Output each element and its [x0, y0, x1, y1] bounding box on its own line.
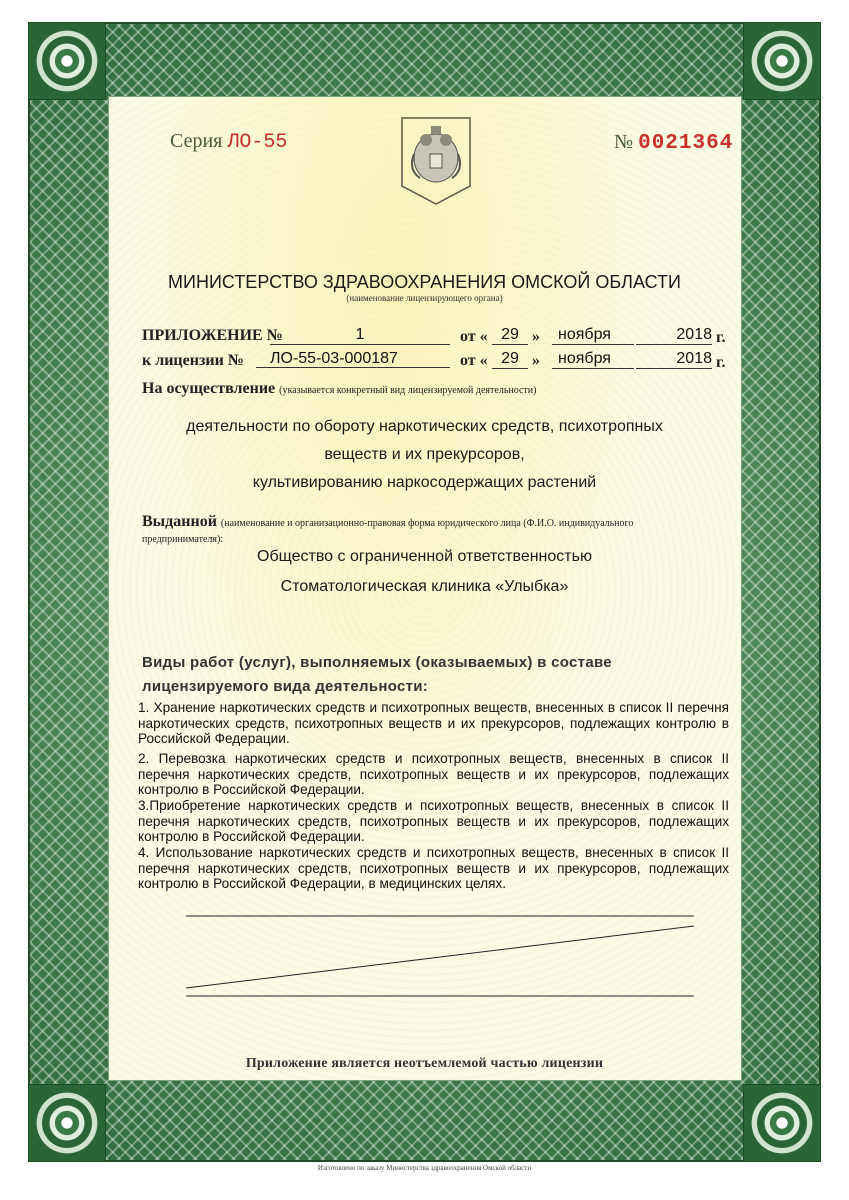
activity-line-1: деятельности по обороту наркотических средств, психотропных	[186, 418, 663, 435]
works-item-4: 4. Использование наркотических средств и психотропных веществ, внесенных в список II перечня наркотических средств, психотропных веществ и их прекурсоров, подлежащих контролю в Российской Федерации, в медицинских целях.	[138, 845, 729, 892]
license-from-label: от «	[460, 352, 488, 369]
corner-rosette-top-left	[28, 22, 106, 100]
issued-label: Выданной	[142, 513, 217, 530]
works-item-1: 1. Хранение наркотических средств и психотропных веществ, внесенных в список II перечня наркотических средств, психотропных веществ и их прекурсоров, подлежащих контролю в Российской Федерации.	[138, 700, 729, 747]
license-number: ЛО-55-03-000187	[256, 350, 450, 368]
document-number: 0021364	[638, 132, 734, 155]
activity-heading	[142, 380, 536, 398]
corner-rosette-top-right	[743, 22, 821, 100]
appendix-from-label: от «	[460, 328, 488, 345]
activity-label: На осуществление	[142, 380, 276, 397]
licensing-authority: МИНИСТЕРСТВО ЗДРАВООХРАНЕНИЯ ОМСКОЙ ОБЛАСТИ	[168, 272, 681, 292]
licensing-authority-note: (наименование лицензирующего органа)	[346, 293, 503, 303]
license-year: 2018	[636, 350, 712, 369]
appendix-month: ноября	[552, 326, 634, 345]
series-label: Серия	[170, 130, 223, 152]
issued-heading	[142, 513, 742, 531]
license-close-quote: »	[532, 352, 540, 369]
footer-note: Приложение является неотъемлемой частью лицензии	[245, 1056, 604, 1071]
license-year-suffix: г.	[716, 354, 726, 371]
works-item-2: 2. Перевозка наркотических средств и психотропных веществ, внесенных в список II перечня наркотических средств, психотропных веществ и их прекурсоров, подлежащих контролю в Российской Федерации.	[138, 751, 729, 798]
works-item-3: 3.Приобретение наркотических средств и психотропных веществ, внесенных в список II перечня наркотических средств, психотропных веществ и их прекурсоров, подлежащих контролю в Российской Федерации.	[138, 798, 729, 845]
appendix-close-quote: »	[532, 328, 540, 345]
license-label: к лицензии №	[142, 352, 244, 369]
corner-rosette-bottom-left	[28, 1084, 106, 1162]
activity-line-2: веществ и их прекурсоров,	[324, 446, 525, 463]
issued-line-2: Стоматологическая клиника «Улыбка»	[280, 578, 569, 595]
license-month: ноября	[552, 350, 634, 369]
issued-note-line-1: (наименование и организационно-правовая форма юридического лица (Ф.И.О. индивидуального	[220, 518, 634, 529]
issued-line-1: Общество с ограниченной ответственностью	[257, 548, 592, 565]
works-title-line-2: лицензируемого вида деятельности:	[142, 678, 429, 695]
coat-of-arms-emblem	[398, 114, 474, 206]
number-row	[614, 131, 733, 155]
works-title-line-1: Виды работ (услуг), выполняемых (оказываемых) в составе	[142, 654, 612, 671]
cancellation-strike-lines	[180, 910, 700, 1010]
issued-note-line-2: предпринимателя):	[142, 534, 224, 545]
activity-line-3: культивированию наркосодержащих растений	[252, 474, 597, 491]
series-row	[170, 130, 287, 154]
appendix-year: 2018	[636, 326, 712, 345]
activity-note: (указывается конкретный вид лицензируемой деятельности)	[279, 385, 537, 396]
printed-by-note: Изготовлено по заказу Министерства здравоохранения Омской области	[317, 1164, 532, 1172]
number-label: №	[614, 131, 634, 153]
license-day: 29	[492, 350, 528, 369]
appendix-number: 1	[270, 326, 450, 345]
appendix-day: 29	[492, 326, 528, 345]
appendix-label: ПРИЛОЖЕНИЕ №	[142, 327, 283, 344]
appendix-year-suffix: г.	[716, 329, 726, 346]
corner-rosette-bottom-right	[743, 1084, 821, 1162]
series-code: ЛО-55	[227, 131, 288, 154]
